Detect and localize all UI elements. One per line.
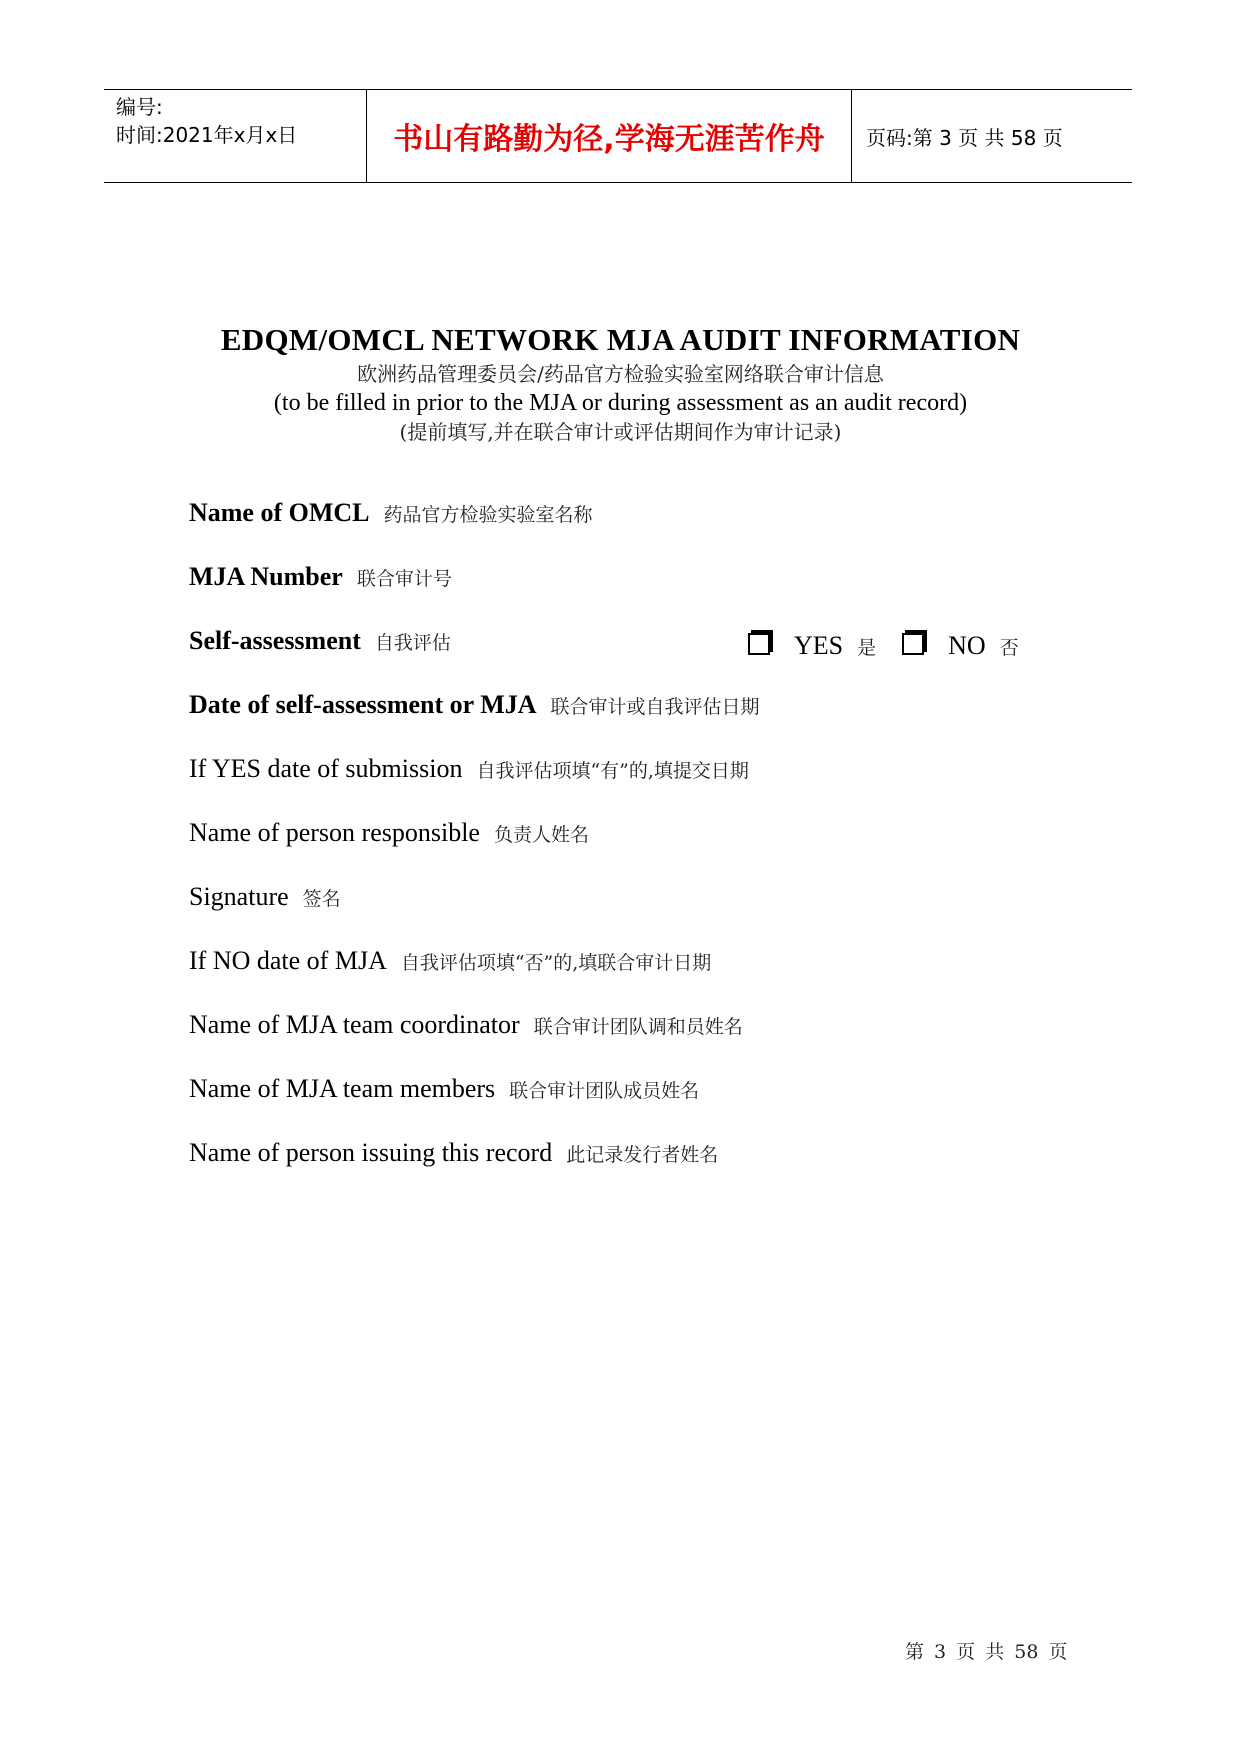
yes-label: YES bbox=[794, 631, 844, 660]
field-label-cn: 联合审计号 bbox=[356, 568, 452, 590]
yes-checkbox[interactable] bbox=[748, 633, 770, 655]
field-name-of-omcl bbox=[189, 496, 593, 532]
document-title: EDQM/OMCL NETWORK MJA AUDIT INFORMATION bbox=[220, 322, 1021, 357]
field-label: MJA Number bbox=[189, 562, 343, 591]
field-team-members bbox=[189, 1072, 699, 1108]
field-label: Self-assessment bbox=[189, 626, 361, 655]
field-team-coordinator bbox=[189, 1008, 743, 1044]
document-subtitle: (to be filled in prior to the MJA or during assessment as an audit record) bbox=[273, 390, 968, 416]
field-label: If NO date of MJA bbox=[189, 946, 387, 975]
field-label: Name of MJA team members bbox=[189, 1074, 496, 1103]
field-label: Name of MJA team coordinator bbox=[189, 1010, 520, 1039]
field-signature bbox=[189, 880, 341, 916]
header-motto: 书山有路勤为径,学海无涯苦作舟 bbox=[367, 90, 852, 182]
field-person-issuing-record bbox=[189, 1136, 718, 1172]
no-label-cn: 否 bbox=[999, 637, 1019, 659]
field-label-cn: 自我评估项填“否”的,填联合审计日期 bbox=[400, 952, 712, 974]
field-label: If YES date of submission bbox=[189, 754, 463, 783]
field-mja-number bbox=[189, 560, 452, 596]
field-person-responsible bbox=[189, 816, 589, 852]
document-subtitle-cn: (提前填写,并在联合审计或评估期间作为审计记录) bbox=[399, 420, 842, 444]
field-label-cn: 联合审计或自我评估日期 bbox=[550, 696, 760, 718]
field-self-assessment bbox=[189, 624, 451, 660]
no-label: NO bbox=[948, 631, 986, 660]
field-label: Date of self-assessment or MJA bbox=[189, 690, 537, 719]
page-footer: 第 3 页 共 58 页 bbox=[905, 1641, 1068, 1663]
self-assessment-choices bbox=[748, 629, 1045, 665]
no-checkbox[interactable] bbox=[902, 633, 924, 655]
yes-label-cn: 是 bbox=[857, 637, 877, 659]
number-label: 编号: bbox=[116, 95, 163, 119]
field-label-cn: 自我评估项填“有”的,填提交日期 bbox=[476, 760, 749, 782]
header-meta bbox=[104, 90, 367, 182]
field-label-cn: 药品官方检验实验室名称 bbox=[383, 504, 593, 526]
field-date-of-assessment bbox=[189, 688, 760, 724]
field-label-cn: 负责人姓名 bbox=[493, 824, 589, 846]
field-label: Name of OMCL bbox=[189, 498, 370, 527]
page-header bbox=[104, 89, 1132, 183]
date-line: 时间:2021年x月x日 bbox=[116, 123, 298, 147]
field-label: Signature bbox=[189, 882, 289, 911]
field-label-cn: 此记录发行者姓名 bbox=[566, 1144, 719, 1166]
header-page-info: 页码:第 3 页 共 58 页 bbox=[866, 125, 1063, 150]
field-label-cn: 自我评估 bbox=[374, 632, 451, 654]
field-label-cn: 联合审计团队调和员姓名 bbox=[533, 1016, 743, 1038]
field-no-date-of-mja bbox=[189, 944, 711, 980]
document-title-block bbox=[0, 320, 1241, 446]
field-label-cn: 签名 bbox=[302, 888, 341, 910]
field-label: Name of person responsible bbox=[189, 818, 480, 847]
document-title-cn: 欧洲药品管理委员会/药品官方检验实验室网络联合审计信息 bbox=[357, 362, 884, 386]
field-label-cn: 联合审计团队成员姓名 bbox=[509, 1080, 700, 1102]
field-yes-date-of-submission bbox=[189, 752, 749, 788]
field-label: Name of person issuing this record bbox=[189, 1138, 553, 1167]
